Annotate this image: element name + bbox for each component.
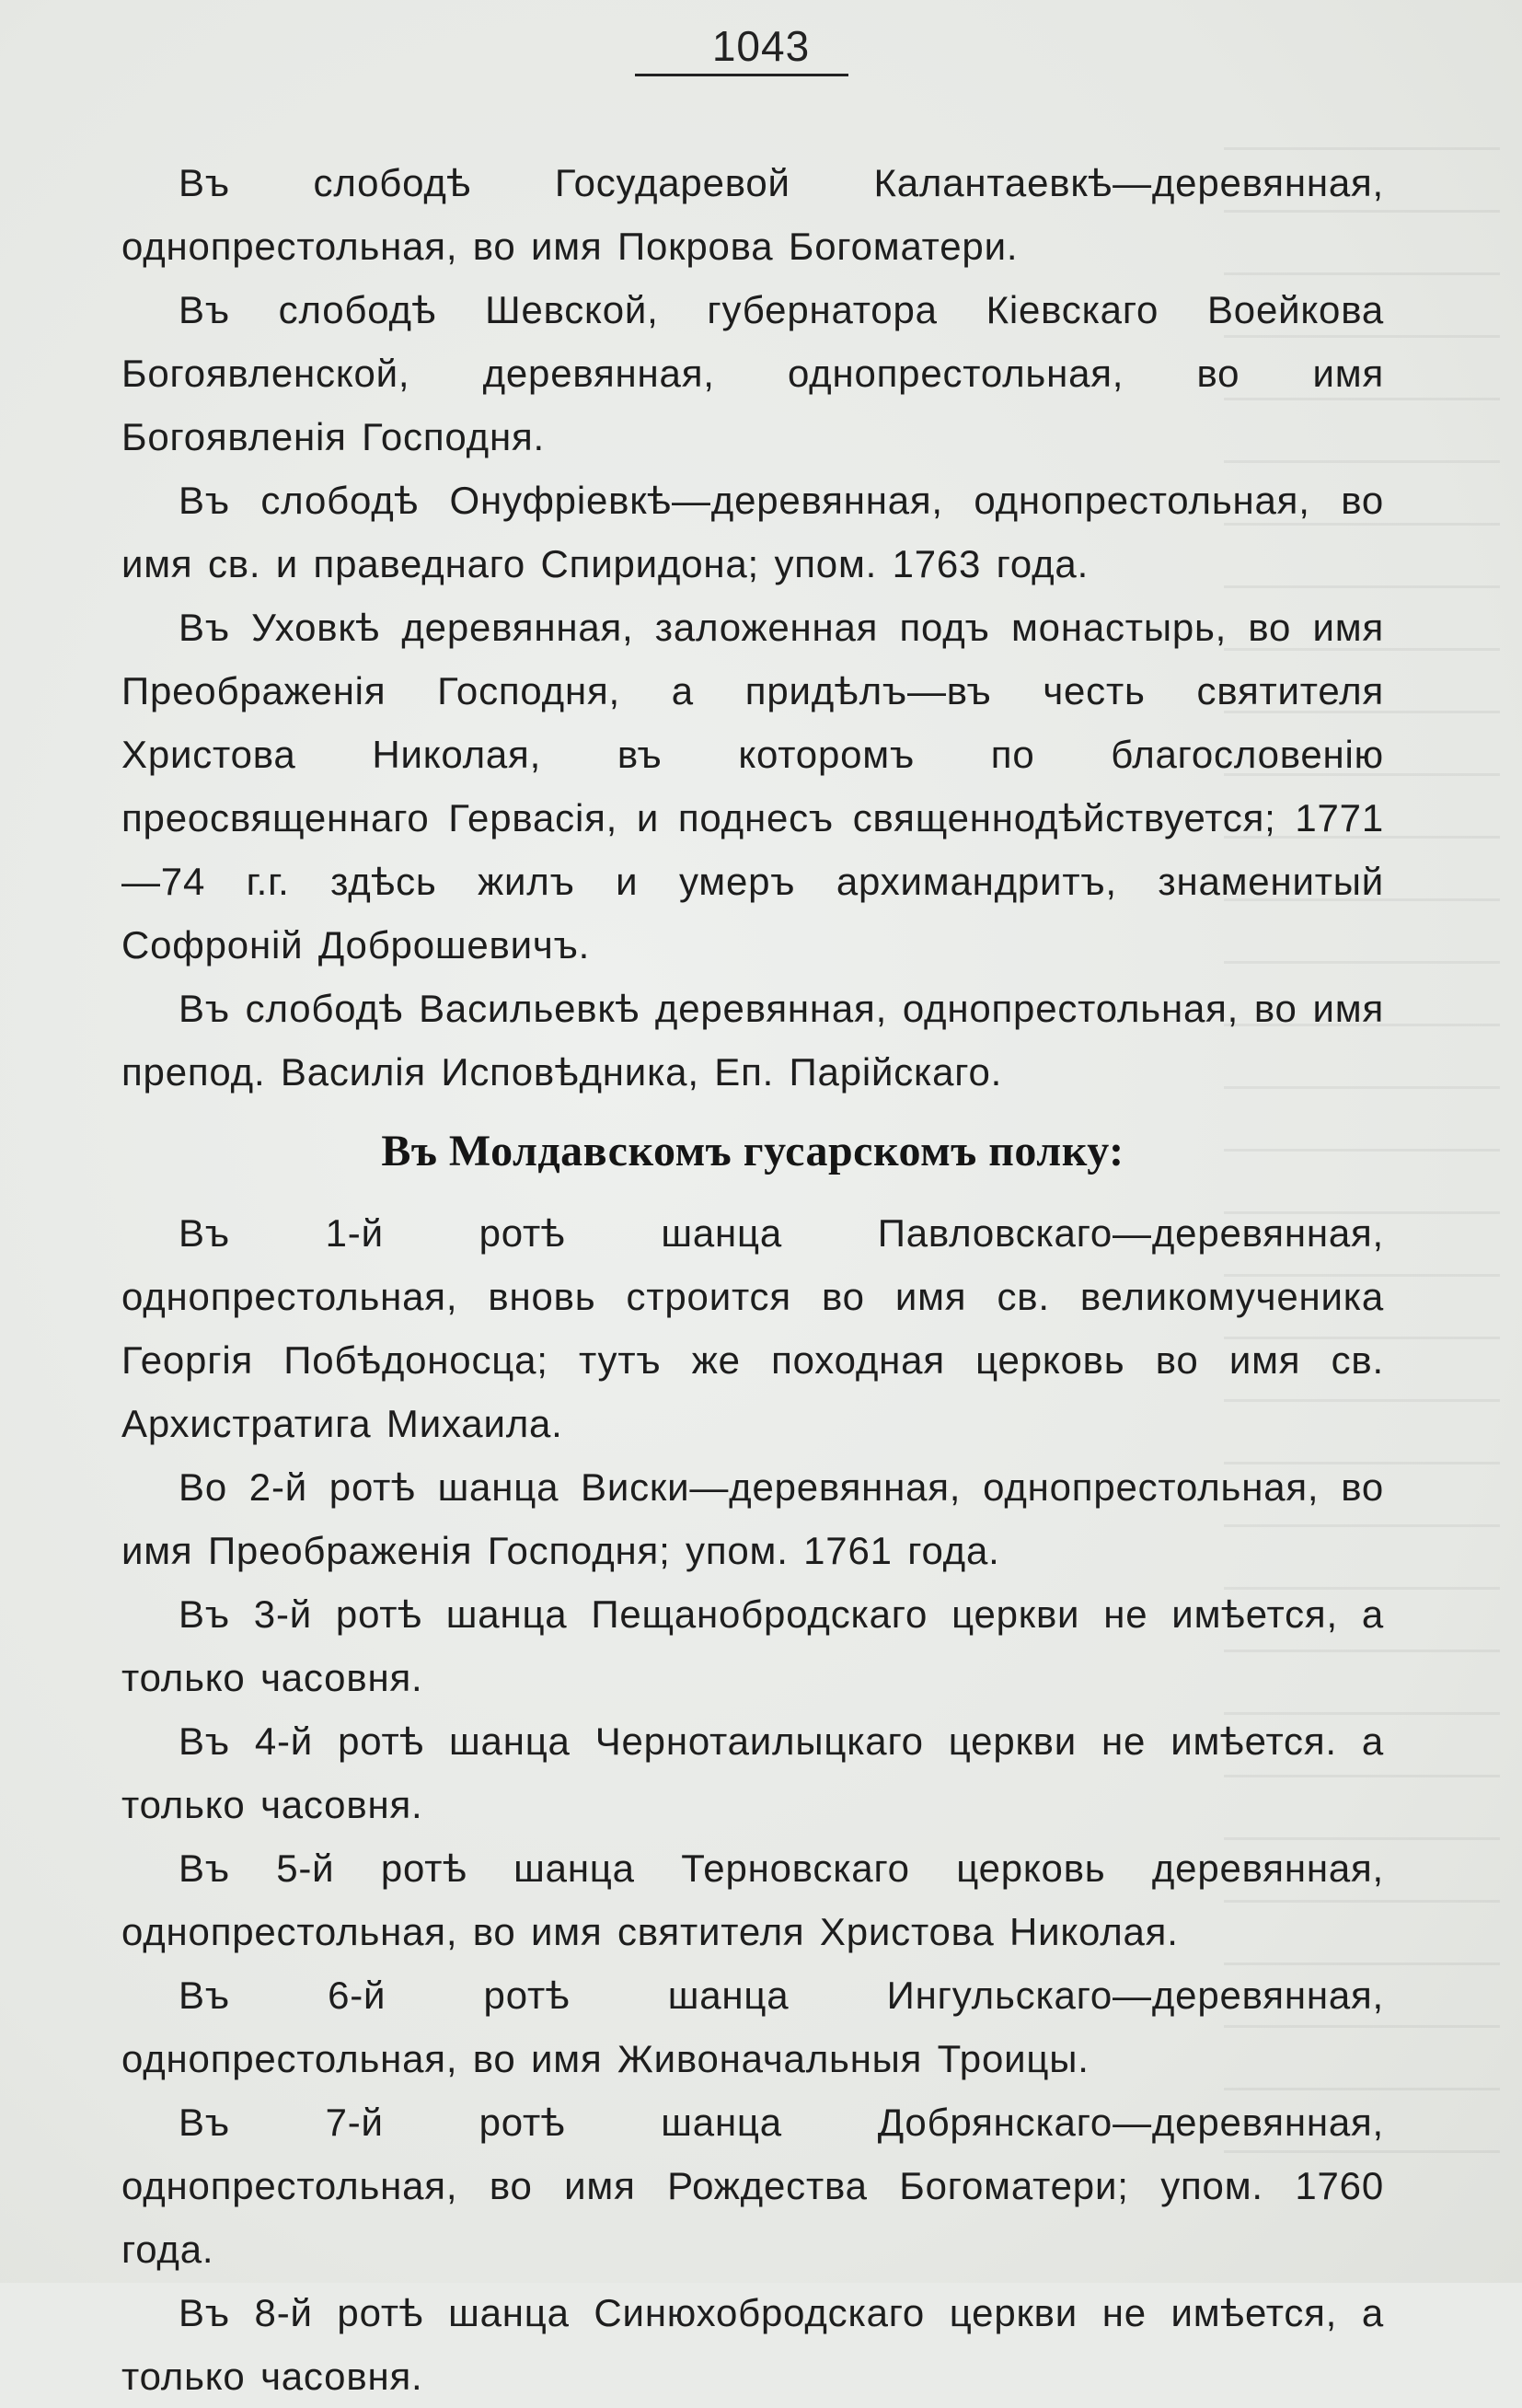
paragraph-onufrievka: Въ слободѣ Онуфріевкѣ—деревянная, однопрестольная, во имя св. и праведнаго Спиридона; упом. 1763 года.: [121, 479, 1384, 585]
body-text: [121, 151, 1384, 2408]
page-number-rule: [635, 74, 848, 76]
page-number: 1043: [711, 22, 811, 70]
paragraph-kalantaevka: Въ слободѣ Государевой Калантаевкѣ—деревянная, однопрестольная, во имя Покрова Богоматери.: [121, 161, 1384, 268]
paragraph-ukhovka: Въ Уховкѣ деревянная, заложенная подъ монастырь, во имя Преображенія Господня, а придѣлъ—въ честь святителя Христова Николая, въ которомъ по благословенію преосвященнаго Гервасія, и поднесъ священнодѣйствуется; 1771—74 г.г. здѣсь жилъ и умеръ архимандритъ, знаменитый Софроній Доброшевичъ.: [121, 606, 1384, 967]
paragraph-company-5: Въ 5-й ротѣ шанца Терновскаго церковь деревянная, однопрестольная, во имя святителя Христова Николая.: [121, 1847, 1384, 1953]
paragraph-company-6: Въ 6-й ротѣ шанца Ингульскаго—деревянная, однопрестольная, во имя Живоначальныя Троицы.: [121, 1974, 1384, 2080]
paragraph-vasilevka: Въ слободѣ Васильевкѣ деревянная, однопрестольная, во имя препод. Василія Исповѣдника, Еп. Парійскаго.: [121, 987, 1384, 1094]
paragraph-company-7: Въ 7-й ротѣ шанца Добрянскаго—деревянная, однопрестольная, во имя Рождества Богоматери; упом. 1760 года.: [121, 2101, 1384, 2271]
paragraph-company-1: Въ 1-й ротѣ шанца Павловскаго—деревянная, однопрестольная, вновь строится во имя св. великомученика Георгія Побѣдоносца; тутъ же походная церковь во имя св. Архистратига Михаила.: [121, 1211, 1384, 1445]
paragraph-shevskaya: Въ слободѣ Шевской, губернатора Кіевскаго Воейкова Богоявленской, деревянная, однопрестольная, во имя Богоявленія Господня.: [121, 288, 1384, 458]
paragraph-company-8: Въ 8-й ротѣ шанца Синюхобродскаго церкви не имѣется, а только часовня.: [121, 2291, 1384, 2398]
paragraph-company-3: Въ 3-й ротѣ шанца Пещанобродскаго церкви не имѣется, а только часовня.: [121, 1592, 1384, 1699]
paragraph-company-2: Во 2-й ротѣ шанца Виски—деревянная, однопрестольная, во имя Преображенія Господня; упом. 1761 года.: [121, 1465, 1384, 1572]
paragraph-company-4: Въ 4-й ротѣ шанца Чернотаилыцкаго церкви не имѣется. а только часовня.: [121, 1719, 1384, 1826]
section-heading: Въ Молдавскомъ гусарскомъ полку:: [381, 1127, 1124, 1175]
